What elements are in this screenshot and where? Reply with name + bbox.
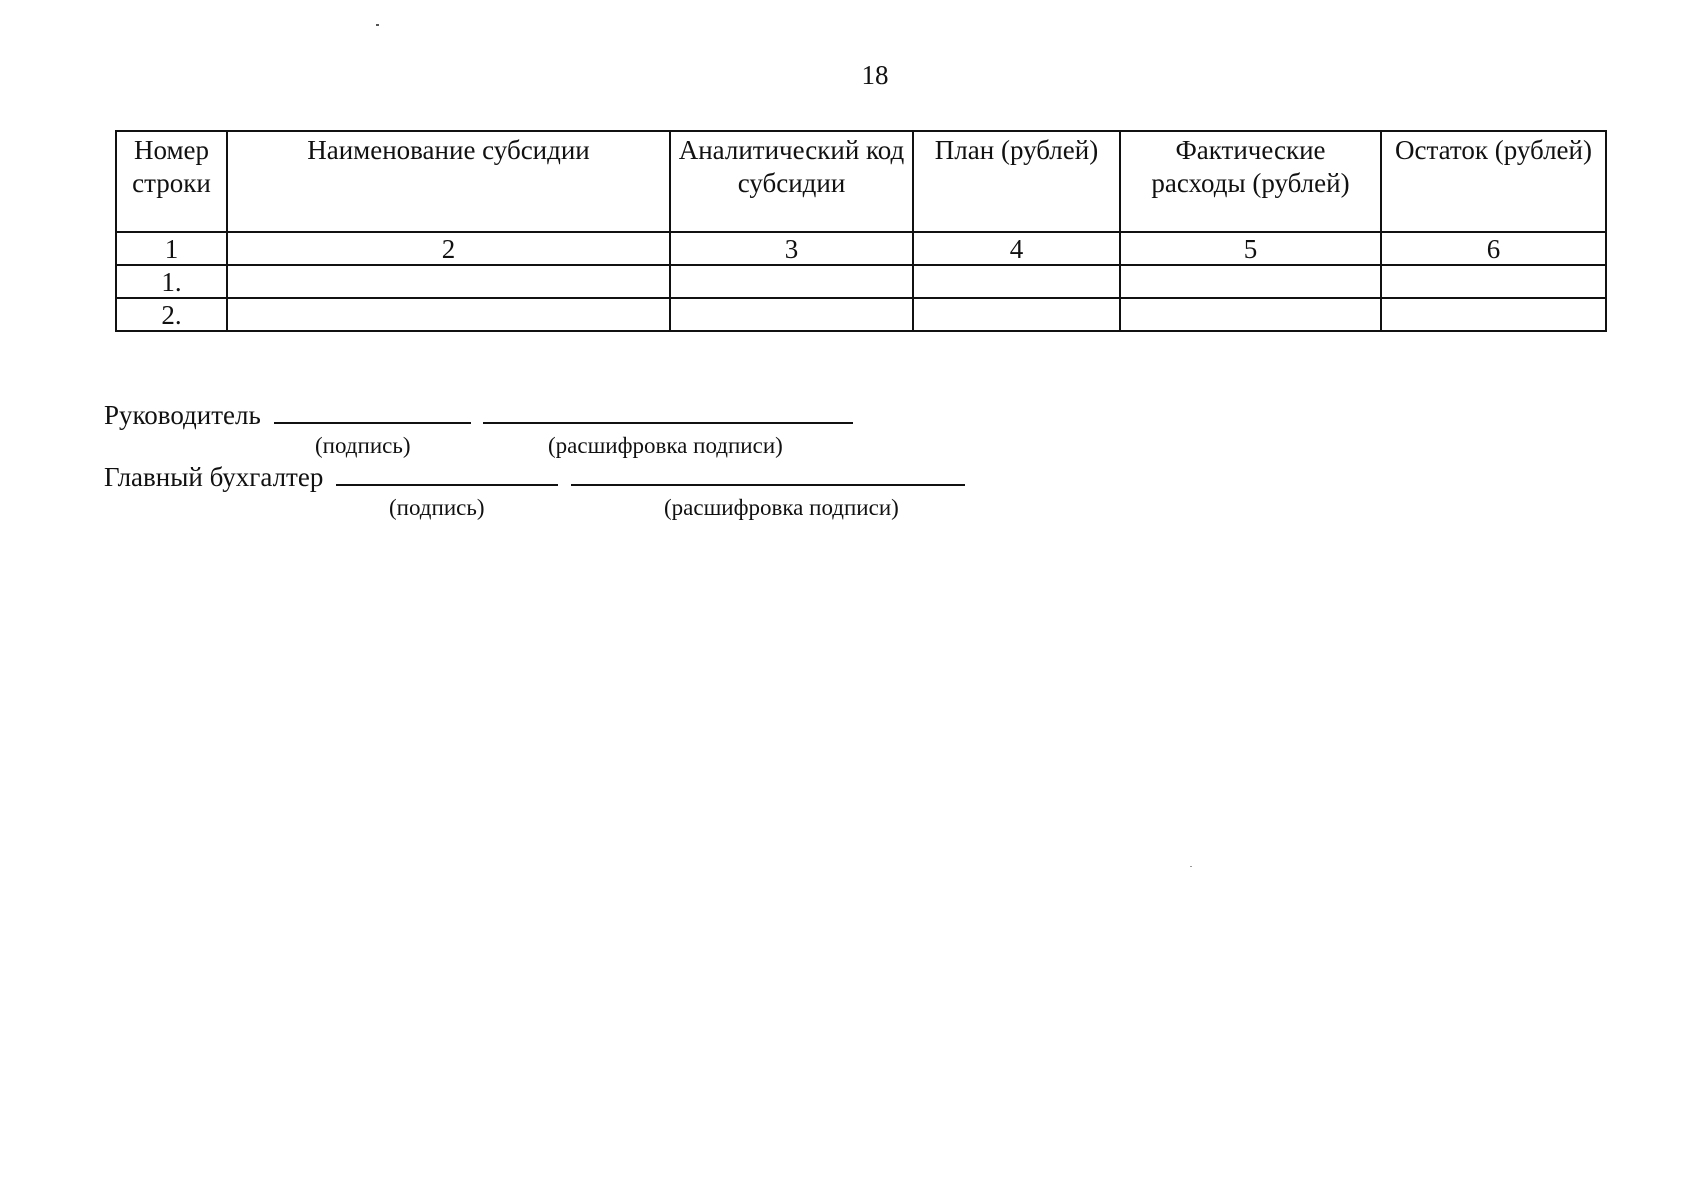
column-number: 3 [670,232,913,265]
row-number-cell: 2. [116,298,227,331]
scan-speck [1190,866,1192,867]
column-number-row [116,232,1606,265]
accountant-signature-caption: (подпись) [389,495,485,520]
subsidy-name-cell [227,265,670,298]
plan-cell [913,298,1120,331]
column-number: 2 [227,232,670,265]
column-number: 6 [1381,232,1606,265]
header-plan: План (рублей) [913,131,1120,232]
head-signature-caption: (подпись) [315,433,411,458]
header-analytic-code: Аналитический код субсидии [670,131,913,232]
accountant-decode-caption: (расшифровка подписи) [664,495,899,520]
actual-expenses-cell [1120,265,1381,298]
actual-expenses-cell [1120,298,1381,331]
header-subsidy-name: Наименование субсидии [227,131,670,232]
accountant-signature-line [104,462,965,493]
row-number-cell: 1. [116,265,227,298]
head-signature-field [274,400,471,424]
balance-cell [1381,265,1606,298]
page-number: 18 [861,60,889,90]
header-row-number: Номер строки [116,131,227,232]
head-decode-field [483,400,853,424]
head-decode-caption: (расшифровка подписи) [548,433,783,458]
scan-speck [376,24,379,26]
column-number: 4 [913,232,1120,265]
column-number: 1 [116,232,227,265]
accountant-signature-field [336,462,558,486]
header-balance: Остаток (рублей) [1381,131,1606,232]
table-header-row [116,131,1606,232]
head-signature-line [104,400,853,431]
balance-cell [1381,298,1606,331]
accountant-label: Главный бухгалтер [104,462,324,492]
analytic-code-cell [670,298,913,331]
column-number: 5 [1120,232,1381,265]
table-row [116,265,1606,298]
plan-cell [913,265,1120,298]
accountant-decode-field [571,462,965,486]
head-label: Руководитель [104,400,261,430]
subsidy-table [115,130,1607,332]
table-row [116,298,1606,331]
header-actual-expenses: Фактические расходы (рублей) [1120,131,1381,232]
analytic-code-cell [670,265,913,298]
subsidy-name-cell [227,298,670,331]
